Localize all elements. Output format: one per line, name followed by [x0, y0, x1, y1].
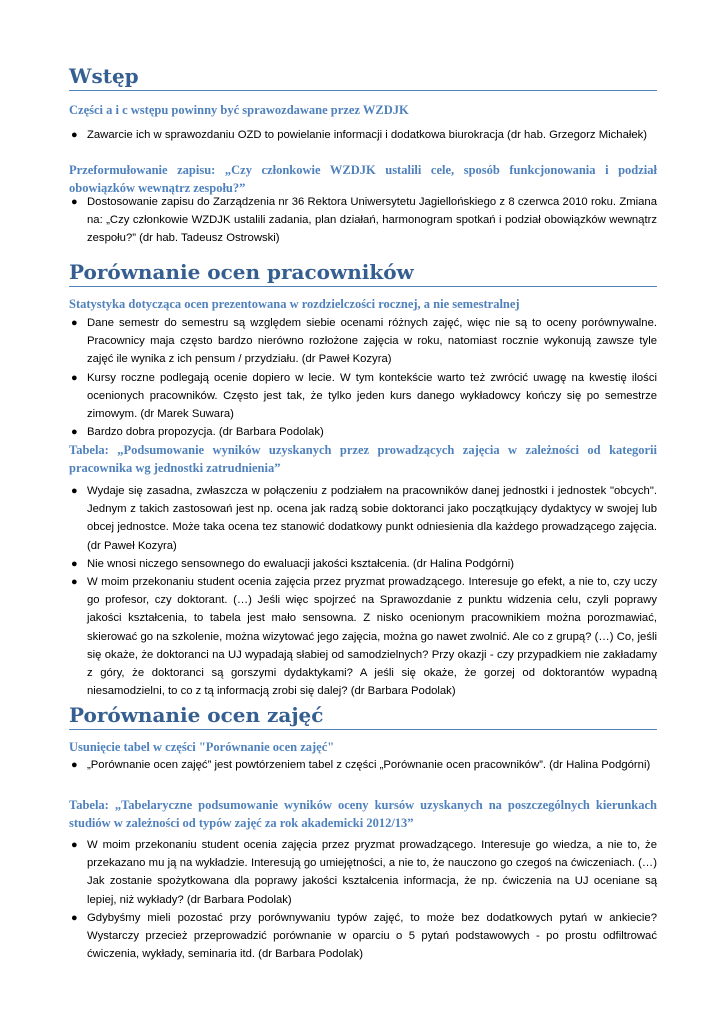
- list-item: ● Dostosowanie zapisu do Zarządzenia nr 36 Rektora Uniwersytetu Jagiellońskiego z 8 czerwca 2010 roku. Zmiana na: „Czy członkowie WZDJK ustalili zadania, plan działań, harmonogram spotkań i podział obowiązków wewnątrz zespołu?” (dr hab. Tadeusz Ostrowski): [69, 193, 657, 248]
- bullet-list: [69, 836, 657, 963]
- list-item: ● W moim przekonaniu student ocenia zajęcia przez pryzmat prowadzącego. Interesuje go efekt, a nie to, czy uczy go profesor, czy doktorant. (…) Jeśli więc spojrzeć na Sprawozdanie z punktu widzenia celu, czyli poprawy jakości kształcenia, to tabela jest mało sensowna. Z nisko ocenionym pracownikiem można porozmawiać, skierować go na szkolenie, można wizytować jego zajęcia, można go nawet zwolnić. Ale co z grupą? (…) Co, jeśli się okaże, że doktoranci na UJ wypadają słabiej od samodzielnych? Przy okazji - czy przypadkiem nie zakładamy z góry, że doktoranci są gorszymi dydaktykami? A jeśli się okaże, że gorzej od doktorantów wypadną niesamodzielni, to co z tą informacją zrobi się dalej? (dr Barbara Podolak): [69, 573, 657, 700]
- list-item: ● Gdybyśmy mieli pozostać przy porównywaniu typów zajęć, to może bez dodatkowych pytań w ankiecie? Wystarczy przecież przeprowadzić porównanie w oparciu o 5 pytań podstawowych - po prostu odfiltrować ćwiczenia, wykłady, seminaria itd. (dr Barbara Podolak): [69, 909, 657, 964]
- subsection-heading: Tabela: „Tabelaryczne podsumowanie wyników oceny kursów uzyskanych na poszczególnych kierunkach studiów w zależności od typów zajęć za rok akademicki 2012/13”: [69, 798, 657, 830]
- bullet-icon: ●: [71, 911, 78, 924]
- bullet-icon: ●: [71, 839, 78, 851]
- bullet-list: [69, 482, 657, 700]
- bullet-list: [69, 126, 657, 144]
- list-item: ● W moim przekonaniu student ocenia zajęcia przez pryzmat prowadzącego. Interesuje go wiedza, a nie to, że przekazano mu ją na wykładzie. Interesują go umiejętności, a nie to, że nauczono go czegoś na ćwiczeniach. (…) Jak zostanie spożytkowana dla poprawy jakości kształcenia informacja, że np. ćwiczenia na UJ oceniane są lepiej, niż wykłady? (dr Barbara Podolak): [69, 836, 657, 909]
- list-item: ● Kursy roczne podlegają ocenie dopiero w lecie. W tym kontekście warto też zwrócić uwagę na kwestię ilości ocenionych pracowników. Często jest tak, że tylko jeden kurs danego wykładowcy kończy się po semestrze zimowym. (dr Marek Suwara): [69, 369, 657, 424]
- bullet-icon: ●: [71, 129, 78, 141]
- bullet-icon: ●: [71, 576, 78, 589]
- bullet-icon: ●: [71, 759, 78, 771]
- subsection-heading: Usunięcie tabel w części "Porównanie ocen zajęć": [69, 740, 335, 754]
- list-item: ● Wydaje się zasadna, zwłaszcza w połączeniu z podziałem na pracowników danej jednostki i jednostek "obcych". Jednym z takich zastosowań jest np. ocena jak radzą sobie doktoranci jako początkujący dydaktycy w swojej lub obcej jednostce. Może taka ocena tez stanowić dodatkowy punkt odniesienia dla każdego prowadzącego zajęcia. (dr Paweł Kozyra): [69, 482, 657, 555]
- subsection-heading: Statystyka dotycząca ocen prezentowana w rozdzielczości rocznej, a nie semestralnej: [69, 297, 520, 311]
- bullet-icon: ●: [71, 196, 78, 208]
- section-title-porownanie-ocen-zajec: Porównanie ocen zajęć: [69, 703, 657, 730]
- list-item: ● Nie wnosi niczego sensownego do ewaluacji jakości kształcenia. (dr Halina Podgórni): [69, 555, 657, 573]
- bullet-icon: ●: [71, 371, 78, 384]
- section-title-porownanie-ocen-pracownikow: Porównanie ocen pracowników: [69, 260, 657, 287]
- list-item: ● Bardzo dobra propozycja. (dr Barbara Podolak): [69, 423, 657, 441]
- bullet-icon: ●: [71, 317, 78, 329]
- bullet-list: [69, 756, 657, 774]
- bullet-icon: ●: [71, 557, 78, 570]
- list-item: ● Dane semestr do semestru są względem siebie ocenami różnych zajęć, więc nie są to oceny porównywalne. Pracownicy maja często bardzo nierówno rozłożone zajęcia w roku, natomiast rocznie wykonują zawsze tyle zajęć ile wynika z ich pensum / przydziału. (dr Paweł Kozyra): [69, 314, 657, 369]
- subsection-heading: Części a i c wstępu powinny być sprawozdawane przez WZDJK: [69, 103, 409, 117]
- bullet-list: [69, 314, 657, 441]
- list-item: ● Zawarcie ich w sprawozdaniu OZD to powielanie informacji i dodatkowa biurokracja (dr hab. Grzegorz Michałek): [69, 126, 657, 144]
- bullet-icon: ●: [71, 426, 78, 439]
- bullet-icon: ●: [71, 485, 78, 497]
- bullet-list: [69, 193, 657, 248]
- subsection-heading: Tabela: „Podsumowanie wyników uzyskanych przez prowadzących zajęcia w zależności od kategorii pracownika wg jednostki zatrudnienia”: [69, 443, 657, 475]
- section-title-wstep: Wstęp: [69, 64, 657, 91]
- list-item: ● „Porównanie ocen zajęć” jest powtórzeniem tabel z części „Porównanie ocen pracowników”. (dr Halina Podgórni): [69, 756, 657, 774]
- subsection-heading: Przeformułowanie zapisu: „Czy członkowie WZDJK ustalili cele, sposób funkcjonowania i podział obowiązków wewnątrz zespołu?”: [69, 163, 657, 195]
